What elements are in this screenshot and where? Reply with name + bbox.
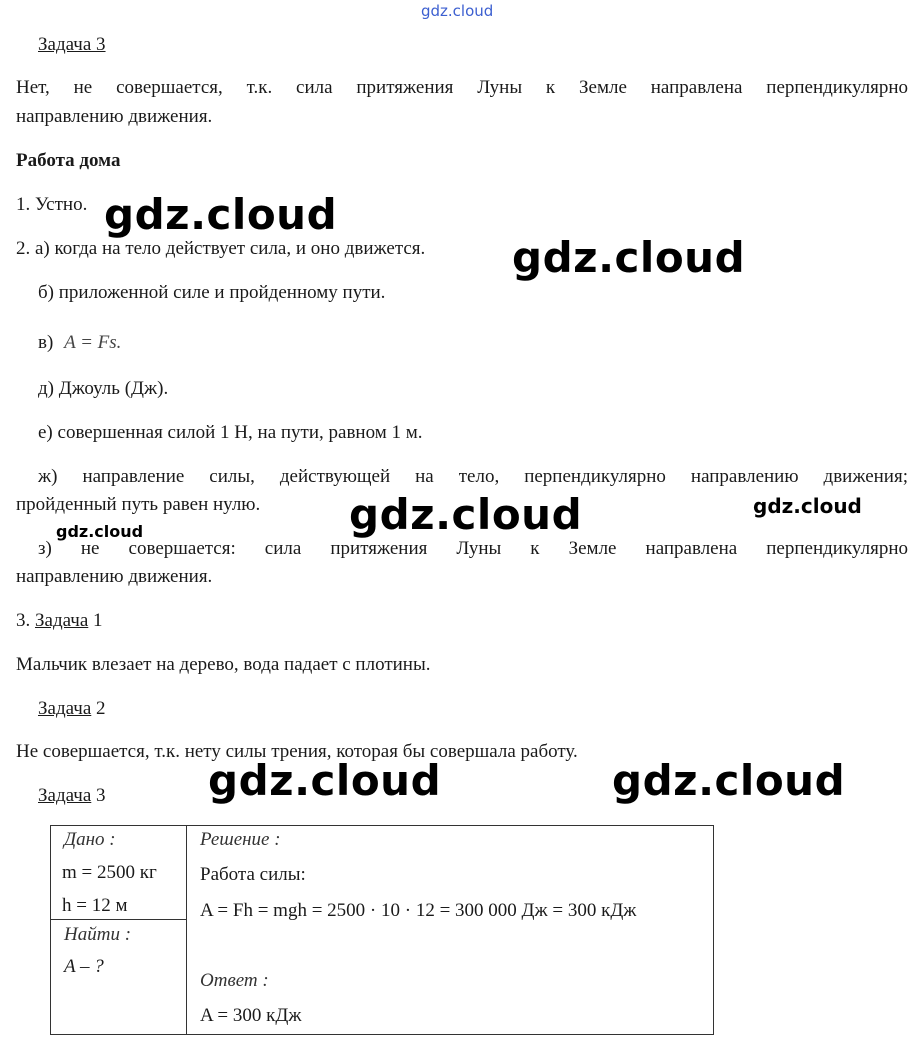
answer-text: Мальчик влезает на дерево, вода падает с плотины. [16,654,431,675]
task-heading-row [38,698,106,720]
list-item: 1. Устно. [16,194,88,215]
answer-title: Ответ : [200,970,269,991]
task-number: 3 [96,785,106,806]
task-heading: Задача [38,785,92,806]
find-cell [51,920,187,1035]
list-item: е) совершенная силой 1 Н, на пути, равном 1 м. [38,422,423,443]
task-heading: Задача [38,698,92,719]
list-item [16,610,103,632]
list-item: 2. а) когда на тело действует сила, и оно движется. [16,238,426,259]
list-item: з) не совершается: сила притяжения Луны к Земле направлена перпендикулярно [38,538,908,559]
given-mass: m = 2500 кг [62,862,157,883]
solution-table [50,825,714,1035]
item-number: 3. [16,610,31,631]
task-number: 2 [96,698,106,719]
watermark: gdz.cloud [208,756,442,805]
watermark: gdz.cloud [512,233,746,282]
list-item: д) Джоуль (Дж). [38,378,169,399]
given-height: h = 12 м [62,895,128,916]
watermark: gdz.cloud [612,756,846,805]
section-heading: Работа дома [16,150,121,171]
item-label: в) [38,332,54,353]
watermark-top: gdz.cloud [421,2,494,20]
answer-text: Нет, не совершается, т.к. сила притяжения Луны к Земле направлена перпендикулярно [16,77,908,98]
answer-text: Не совершается, т.к. нету силы трения, которая бы совершала работу. [16,741,578,762]
work-label: Работа силы: [200,864,306,885]
list-item: пройденный путь равен нулю. [16,494,261,515]
list-item: б) приложенной силе и пройденному пути. [38,282,386,303]
list-item: ж) направление силы, действующей на тело, перпендикулярно направлению движения; [38,466,908,487]
work-formula: A = Fh = mgh = 2500 · 10 · 12 = 300 000 Дж = 300 кДж [200,900,637,921]
list-item: направлению движения. [16,566,213,587]
watermark: gdz.cloud [56,522,144,541]
solution-title: Решение : [200,829,281,850]
task-heading: Задача 3 [38,34,106,55]
answer-value: A = 300 кДж [200,1005,302,1026]
watermark: gdz.cloud [753,494,862,518]
watermark: gdz.cloud [349,490,583,539]
task-heading-row [38,785,106,807]
task-number: 1 [93,610,103,631]
find-title: Найти : [64,924,132,945]
list-item [38,332,121,354]
watermark: gdz.cloud [104,190,338,239]
solution-cell [187,826,714,1035]
given-cell [51,826,187,920]
find-value: A – ? [64,956,104,977]
answer-text: направлению движения. [16,106,213,127]
given-title: Дано : [64,829,116,850]
task-heading: Задача [35,610,89,631]
formula: A = Fs. [64,332,122,353]
